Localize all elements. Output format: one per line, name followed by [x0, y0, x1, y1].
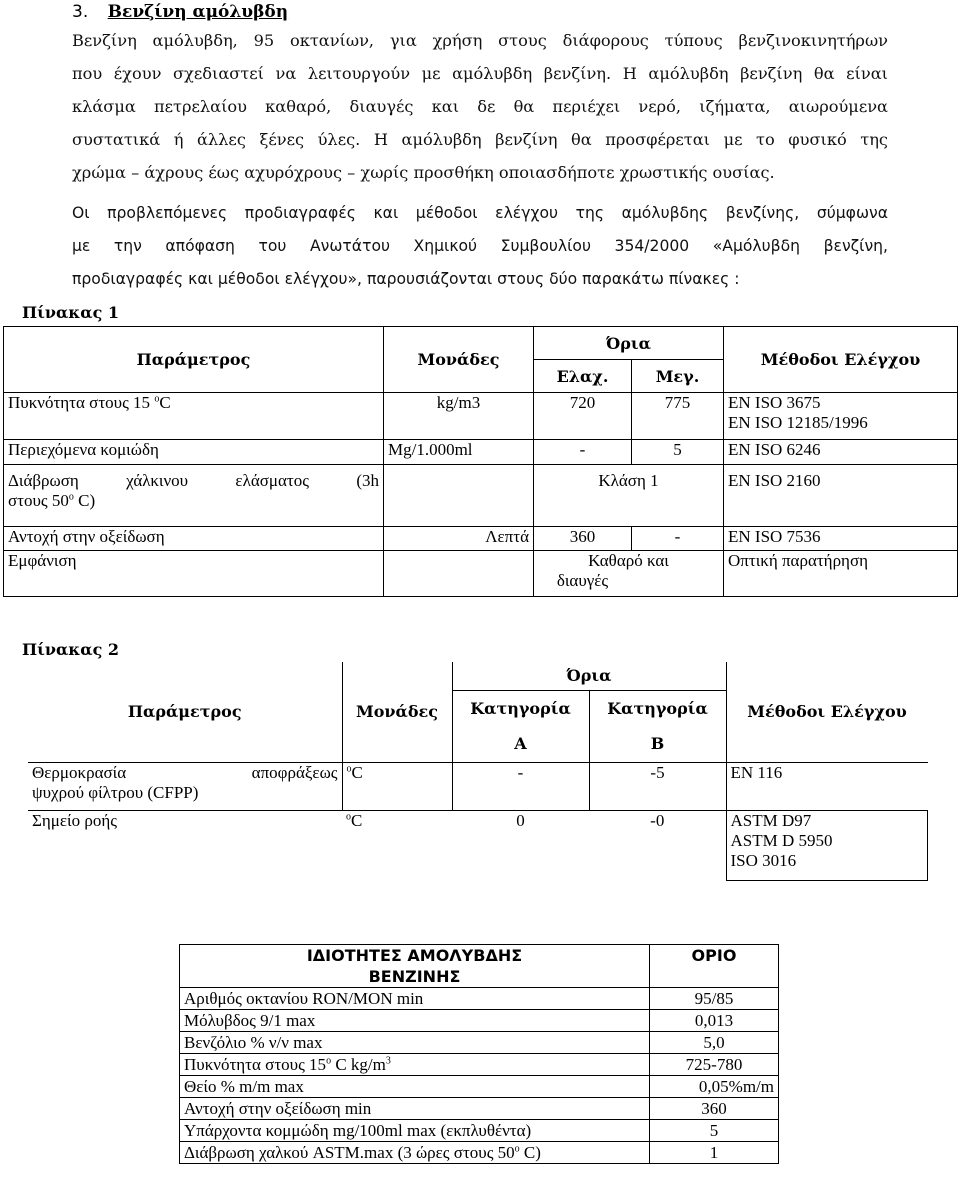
table-cell: Αντοχή στην οξείδωση min [180, 1098, 650, 1120]
table-cell: 720 [534, 393, 632, 440]
section-title: Βενζίνη αμόλυβδη [107, 2, 289, 22]
table-cell: Θείο % m/m max [180, 1076, 650, 1098]
table-cell [384, 465, 534, 527]
table-cell: EN 116 [726, 762, 928, 810]
table-cell: Πυκνότητα στους $15^o$ C $kg/m^3$ [180, 1054, 650, 1076]
table-row [28, 762, 928, 810]
table2-header-methods: Μέθοδοι Ελέγχου [726, 662, 928, 762]
table-cell: ASTM D97 ASTM D 5950 ISO 3016 [726, 810, 928, 880]
paragraph-line: που έχουν σχεδιαστεί να λειτουργούν με αμόλυβδη βενζίνη. Η αμόλυβδη βενζίνη θα είναι [72, 64, 888, 83]
table2-header-cat-b: Κατηγορία [589, 690, 726, 726]
table-cell: Αντοχή στην οξείδωση [4, 527, 384, 551]
table-row [180, 1054, 779, 1076]
table-cell: Περιεχόμενα κομιώδη [4, 440, 384, 465]
table2-header-cat-b-letter: Β [589, 726, 726, 762]
table-cell: $^o$C [342, 762, 452, 810]
paragraph-line: συστατικά ή άλλες ξένες ύλες. Η αμόλυβδη βενζίνη θα προσφέρεται με το φυσικό της [72, 130, 888, 149]
table-cell: 95/85 [650, 988, 779, 1010]
table-cell: Διάβρωση χάλκινου ελάσματος (3h στους $50^o$ C) [4, 465, 384, 527]
table-cell: 0,013 [650, 1010, 779, 1032]
table-cell: Υπάρχοντα κομμώδη mg/100ml max (εκπλυθέντα) [180, 1120, 650, 1142]
table-cell: Σημείο ροής [28, 810, 342, 880]
paragraph-line: Οι προβλεπόμενες προδιαγραφές και μέθοδοι ελέγχου της αμόλυβδης βενζίνης, σύμφωνα [72, 204, 888, 222]
table3-header-row [180, 945, 779, 988]
table-row [180, 1120, 779, 1142]
paragraph-line: χρώμα – άχρους έως αχυρόχρους – χωρίς προσθήκη οποιασδήποτε χρωστικής ουσίας. [72, 163, 775, 182]
intro-paragraph [72, 24, 888, 189]
table-cell: Οπτική παρατήρηση [724, 551, 958, 597]
section-number: 3. [72, 2, 89, 22]
table-cell: Διάβρωση χαλκού ASTM.max (3 ώρες στους $50^o$ C) [180, 1142, 650, 1164]
table1-header-methods: Μέθοδοι Ελέγχου [724, 327, 958, 393]
table1 [3, 326, 958, 597]
table-cell: -0 [589, 810, 726, 880]
table-cell: EN ISO 3675 EN ISO 12185/1996 [724, 393, 958, 440]
table-row [180, 1076, 779, 1098]
table-cell: Μόλυβδος 9/1 max [180, 1010, 650, 1032]
table-row [4, 393, 958, 440]
table-cell: - [534, 440, 632, 465]
table-row [180, 1098, 779, 1120]
table-row [4, 551, 958, 597]
table-cell: -5 [589, 762, 726, 810]
table-cell: EN ISO 6246 [724, 440, 958, 465]
table-cell: kg/m3 [384, 393, 534, 440]
spec-paragraph [72, 197, 888, 296]
table-cell: Πυκνότητα στους 15 $^o$C [4, 393, 384, 440]
table2-label: Πίνακας 2 [22, 640, 120, 659]
table-cell: 5 [632, 440, 724, 465]
table-cell: Καθαρό και διαυγές [534, 551, 724, 597]
table-cell: - [632, 527, 724, 551]
table-row [180, 988, 779, 1010]
section-heading [72, 2, 288, 22]
table-cell: 0 [452, 810, 589, 880]
table-cell: 360 [534, 527, 632, 551]
table-row [4, 440, 958, 465]
table2-header-units: Μονάδες [342, 662, 452, 762]
table-cell: Θερμοκρασία αποφράξεως ψυχρού φίλτρου (CFPP) [28, 762, 342, 810]
table-cell: 5 [650, 1120, 779, 1142]
table-cell: Κλάση 1 [534, 465, 724, 527]
table-cell: 0,05%m/m [650, 1076, 779, 1098]
table-row [180, 1010, 779, 1032]
paragraph-line: Βενζίνη αμόλυβδη, 95 οκτανίων, για χρήση στους διάφορους τύπους βενζινοκινητήρων [72, 31, 888, 50]
paragraph-line: προδιαγραφές και μέθοδοι ελέγχου», παρουσιάζονται στους δύο παρακάτω πίνακες : [72, 270, 740, 288]
table-cell: 5,0 [650, 1032, 779, 1054]
table3-properties [179, 944, 779, 1164]
table1-header-units: Μονάδες [384, 327, 534, 393]
paragraph-line: με την απόφαση του Ανωτάτου Χημικού Συμβουλίου 354/2000 «Αμόλυβδη βενζίνη, [72, 237, 888, 255]
table-cell: - [452, 762, 589, 810]
table1-header-max: Μεγ. [632, 360, 724, 393]
table1-header-min: Ελαχ. [534, 360, 632, 393]
table1-label: Πίνακας 1 [22, 303, 120, 322]
table1-header-limits: Όρια [534, 327, 724, 360]
table-cell: EN ISO 2160 [724, 465, 958, 527]
table2-header-limits: Όρια [452, 662, 726, 690]
table2-header-cat-a: Κατηγορία [452, 690, 589, 726]
table-row [28, 810, 928, 880]
table-cell: Εμφάνιση [4, 551, 384, 597]
table-cell: Βενζόλιο % ν/ν max [180, 1032, 650, 1054]
table-cell: 725-780 [650, 1054, 779, 1076]
table2 [28, 662, 928, 881]
table-cell: EN ISO 7536 [724, 527, 958, 551]
table-row [180, 1032, 779, 1054]
table-cell: 775 [632, 393, 724, 440]
table-row [4, 465, 958, 527]
paragraph-line: κλάσμα πετρελαίου καθαρό, διαυγές και δε θα περιέχει νερό, ιζήματα, αιωρούμενα [72, 97, 888, 116]
table3-header-limit: ΟΡΙΟ [650, 945, 779, 988]
table-cell: $^o$C [342, 810, 452, 880]
table-cell [384, 551, 534, 597]
table-cell: Λεπτά [384, 527, 534, 551]
table3-header-prop: ΙΔΙΟΤΗΤΕΣ ΑΜΟΛΥΒΔΗΣ ΒΕΝΖΙΝΗΣ [180, 945, 650, 988]
table-cell: Αριθμός οκτανίου RON/MON min [180, 988, 650, 1010]
table2-header-cat-a-letter: Α [452, 726, 589, 762]
table1-header-param: Παράμετρος [4, 327, 384, 393]
table2-header-param: Παράμετρος [127, 702, 242, 722]
table-cell: 1 [650, 1142, 779, 1164]
table-row [180, 1142, 779, 1164]
table-row [4, 527, 958, 551]
table-cell: 360 [650, 1098, 779, 1120]
table-cell: Mg/1.000ml [384, 440, 534, 465]
